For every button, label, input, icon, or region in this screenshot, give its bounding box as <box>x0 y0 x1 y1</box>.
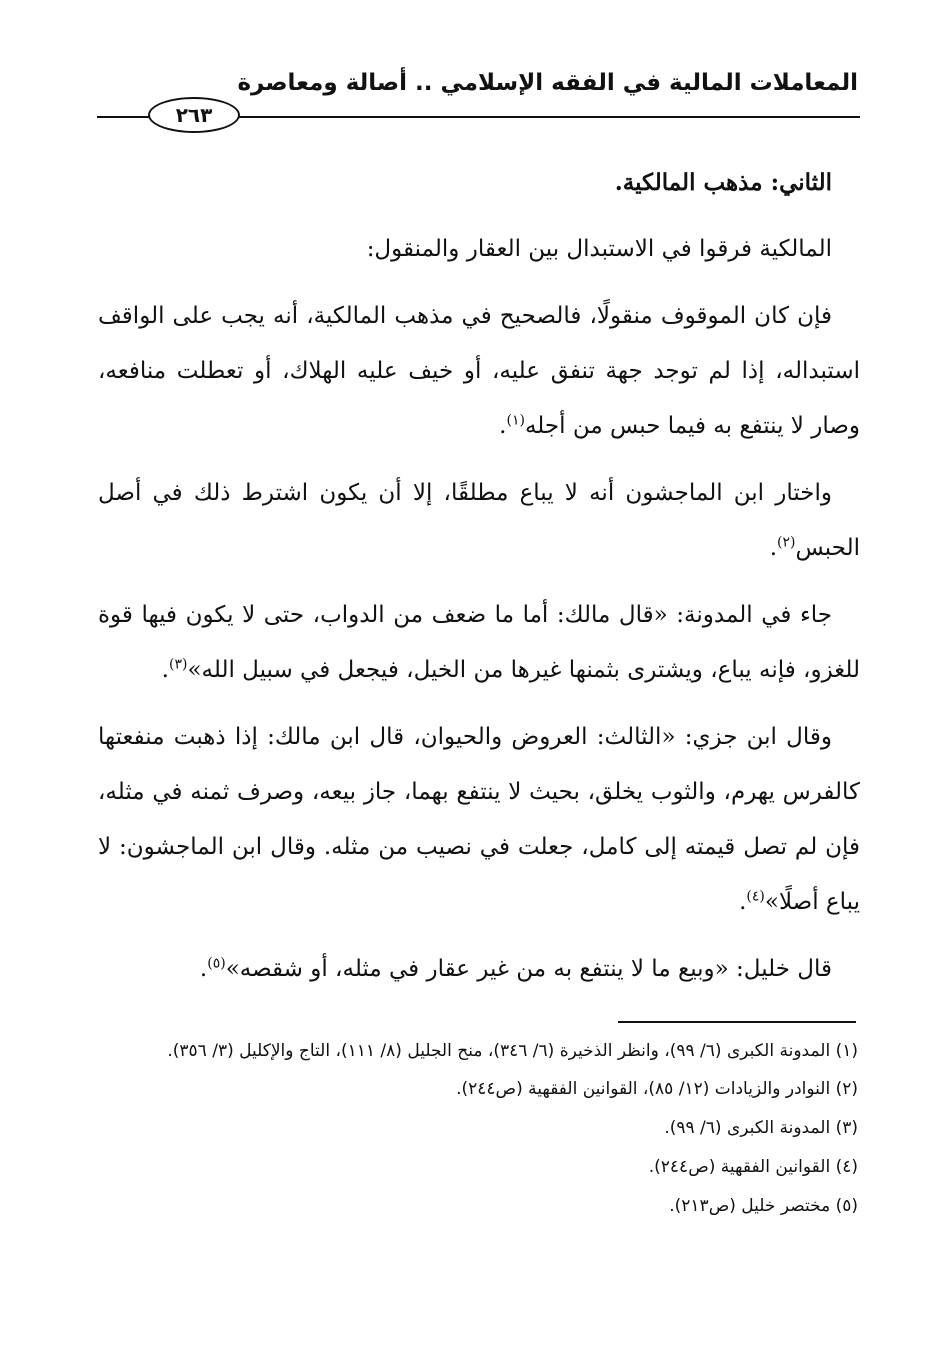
paragraph-3-text: واختار ابن الماجشون أنه لا يباع مطلقًا، إلا أن يكون اشترط ذلك في أصل الحبس <box>98 480 860 561</box>
footnote-ref-1[interactable]: (١) <box>506 412 525 429</box>
paragraph-2 <box>98 289 860 454</box>
paragraph-2-text: فإن كان الموقوف منقولًا، فالصحيح في مذهب المالكية، أنه يجب على الواقف استبداله، إذا لم توجد جهة تنفق عليه، أو خيف عليه الهلاك، أو تعطلت منافعه، وصار لا ينتفع به فيما حبس من أجله <box>98 303 860 439</box>
footnotes <box>98 1036 858 1229</box>
page-number-badge: ٢٦٣ <box>148 97 240 133</box>
paragraph-4-period: . <box>161 657 169 683</box>
paragraph-6-text: قال خليل: «وبيع ما لا ينتفع به من غير عقار في مثله، أو شقصه» <box>225 956 832 982</box>
paragraph-4 <box>98 588 860 698</box>
footnote-2: (٢) النوادر والزيادات (١٢/ ٨٥)، القوانين الفقهية (ص٢٤٤). <box>456 1079 858 1099</box>
paragraph-5-period: . <box>739 889 747 915</box>
footnote-3: (٣) المدونة الكبرى (٦/ ٩٩). <box>664 1118 858 1138</box>
paragraph-2-period: . <box>499 413 507 439</box>
paragraph-6-period: . <box>199 956 208 982</box>
footnote-5: (٥) مختصر خليل (ص٢١٣). <box>669 1196 858 1216</box>
footnote-ref-4[interactable]: (٤) <box>746 888 765 905</box>
paragraph-5-text: وقال ابن جزي: «الثالث: العروض والحيوان، قال ابن مالك: إذا ذهبت منفعتها كالفرس يهرم، والثوب يخلق، بحيث لا ينتفع بهما، جاز بيعه، وصرف ثمنه في مثله، فإن لم تصل قيمته إلى كامل، جعلت في نصيب من مثله. وقال ابن الماجشون: لا يباع أصلًا» <box>98 724 860 915</box>
footnote-divider <box>618 1021 856 1023</box>
paragraph-1: المالكية فرقوا في الاستبدال بين العقار والمنقول: <box>366 236 832 262</box>
paragraph-5 <box>98 710 860 930</box>
footnote-1: (١) المدونة الكبرى (٦/ ٩٩)، وانظر الذخيرة (٦/ ٣٤٦)، منح الجليل (٨/ ١١١)، التاج والإكليل (٣/ ٣٥٦). <box>167 1041 858 1061</box>
footnote-ref-2[interactable]: (٢) <box>777 534 796 551</box>
main-text <box>98 155 860 1009</box>
section-heading: الثاني: مذهب المالكية. <box>614 169 832 196</box>
footnote-ref-3[interactable]: (٣) <box>168 656 188 673</box>
paragraph-3-period: . <box>769 535 778 561</box>
footnote-ref-5[interactable]: (٥) <box>207 955 226 972</box>
running-header-title: المعاملات المالية في الفقه الإسلامي .. أصالة ومعاصرة <box>237 70 858 96</box>
paragraph-6 <box>98 942 860 997</box>
paragraph-4-text: جاء في المدونة: «قال مالك: أما ما ضعف من الدواب، حتى لا يكون فيها قوة للغزو، فإنه يباع، ويشترى بثمنها غيرها من الخيل، فيجعل في سبيل الله» <box>98 602 860 683</box>
footnote-4: (٤) القوانين الفقهية (ص٢٤٤). <box>648 1157 858 1177</box>
paragraph-3 <box>98 466 860 576</box>
